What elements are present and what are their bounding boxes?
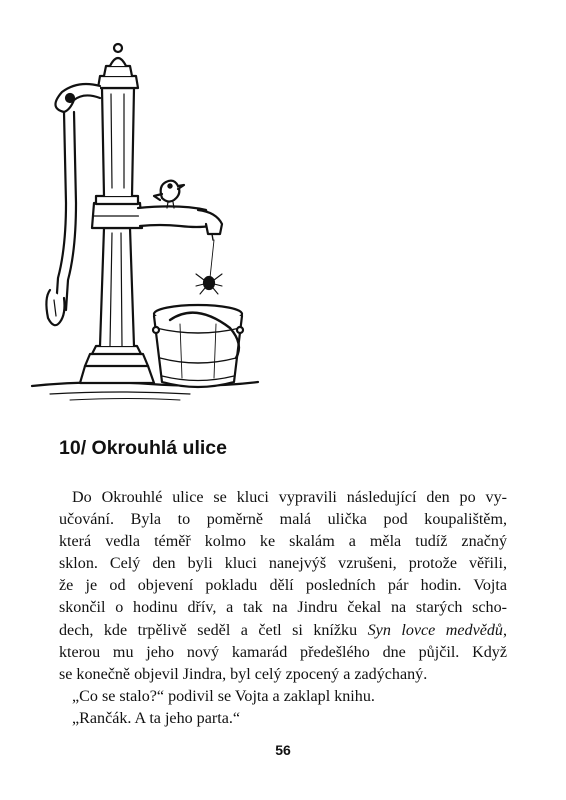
text-line: která vedla téměř kolmo ke skalám a měla tudíž značný: [59, 533, 507, 551]
text-line: sklon. Celý den byli kluci nanejvýš vzrušeni, protože věřili,: [59, 555, 507, 573]
water-pump-illustration: [30, 28, 260, 418]
page-number: 56: [275, 742, 291, 758]
book-title: Syn lovce medvědů: [367, 621, 503, 639]
text-segment: dech, kde trpělivě seděl a četl si knížku: [59, 621, 358, 639]
text-line: učování. Byla to poměrně malá ulička pod koupalištěm,: [59, 511, 507, 529]
chapter-body: [59, 487, 507, 730]
text-line: kterou mu jeho nový kamarád předešlého dne půjčil. Když: [59, 643, 507, 661]
dialogue-line: „Rančák. A ta jeho parta.“: [72, 709, 241, 727]
text-line: skončil o hodinu dřív, a tak na Jindru čekal na starých scho-: [59, 599, 507, 617]
chapter-title: 10/ Okrouhlá ulice: [59, 437, 227, 459]
text-line: se konečně objevil Jindra, byl celý zpocený a zadýchaný.: [59, 665, 428, 683]
text-segment: ,: [502, 621, 507, 639]
dialogue-line: „Co se stalo?“ podivil se Vojta a zaklapl knihu.: [72, 687, 375, 705]
text-line: Do Okrouhlé ulice se kluci vypravili následující den po vy-: [72, 489, 507, 506]
text-line: že je od objevení pokladu dělí posledních pár hodin. Vojta: [59, 577, 507, 595]
text-line-with-book-title: [59, 620, 507, 642]
